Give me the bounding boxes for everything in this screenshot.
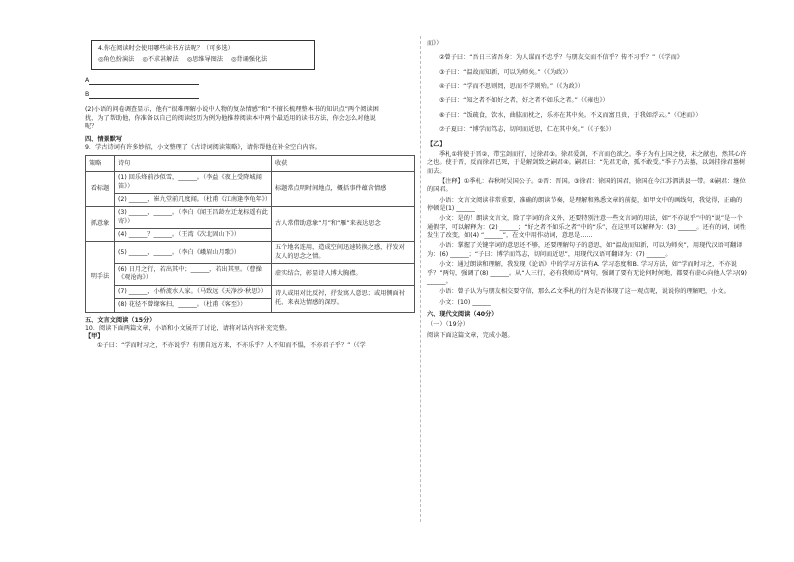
part-1-heading: （一）（19分） xyxy=(427,321,469,329)
table-row xyxy=(86,285,415,298)
table-header-row xyxy=(86,156,415,172)
left-column xyxy=(85,40,415,350)
poem-cell: (8) 花径不曾缘客扫，______。（杜甫《客至》） xyxy=(115,299,272,312)
dialogue-4: 小文：通过朗读和理解，我发现《论语》中的学习方法有A. 学习态度和B. 学习方法，如“学而时习之，不亦说乎？”两句，强调了(8) ______。从“人三行，必有我师焉”两句，强调了要有无论何时何地，都要有虚心向他人学习(9) ______。 xyxy=(427,261,747,285)
reading-instruction: 阅读下面这篇文章，完成小题。 xyxy=(427,331,514,339)
passage-yi-text: 季札①将使于晋②，带宝剑而行，过徐君③。徐君爱剑，不言而色欲之。季子为有上国之使，未之献也，然其心许之也。使于晋，反而徐君已死，于是解剑致之嗣君④。嗣君曰：“先君无命，孤不敢受。”季子乃去墓，以剑挂徐君墓树而去。 xyxy=(427,150,747,175)
question-10-text: 10．阅读下面两篇文章，小语和小文展开了讨论，请将对话内容补充完整。 xyxy=(85,324,291,332)
dialogue-6: 小文：(10) ______ xyxy=(439,298,491,306)
option-3: ◎思维导图法 xyxy=(186,56,224,64)
category-imagery: 抓意象 xyxy=(86,207,115,242)
question-2-line-1: (2)小语的问卷调查显示，他有“很难理解小说中人物的复杂情感”和“不擅长梳理整本书的知识点”两个阅读困 xyxy=(85,106,379,114)
answer-a-line xyxy=(85,77,415,85)
category-title: 看标题 xyxy=(86,172,115,207)
passage-jia-label: 【甲】 xyxy=(85,333,104,341)
passage-yi-notes: 【注释】①季札：春秋时吴国公子。②晋：晋国。③徐君：徐国的国君，徐国在今江苏泗洪县一带。④嗣君：继位的国君。 xyxy=(427,177,746,194)
question-9-text: 9．学古诗词有许多妙招，小文整理了《古诗词阅读策略》，请你帮他在补全空白内容。 xyxy=(85,143,321,151)
dialogue-1: 小语：文言文阅读非常重要，准确的朗读节奏，是理解和熟悉文章的前提，如甲文中的画线句，我觉得，正确的停顿是(1) ______ xyxy=(427,196,743,213)
option-1: ◎角色扮演法 xyxy=(98,56,135,64)
table-row xyxy=(86,264,415,286)
answer-b-line xyxy=(85,91,415,99)
poem-cell: (3) ______，______。（李白《闻王昌龄左迁龙标遥有此寄》） xyxy=(115,207,272,229)
question-2-line-3: 呢？ xyxy=(85,123,98,131)
poem-cell: (7) ______，小桥流水人家。（马致远《天净沙·秋思》） xyxy=(115,285,272,298)
poetry-strategy-table xyxy=(85,155,415,312)
gain-cell: 五个地名连用，造成空间迅速转换之感，抒发对友人的思念之情。 xyxy=(272,242,415,264)
passage-jia-item-4: ④子曰：“学而不思则罔，思而不学则殆。”（《为政》） xyxy=(439,83,584,91)
header-gain: 收获 xyxy=(272,156,415,172)
table-row xyxy=(86,242,415,264)
passage-jia-item-7: ⑦子夏曰：“博学而笃志，切问而近思，仁在其中矣。”（《子张》） xyxy=(439,126,615,134)
category-technique: 明手法 xyxy=(86,242,115,312)
question-4-text: 4.你在阅读时会使用哪些读书方法呢？（可多选） xyxy=(98,45,234,52)
passage-jia-item-1: ①子曰：“学而时习之，不亦说乎？有朋自远方来，不亦乐乎？人不知而不愠，不亦君子乎？”（《学 xyxy=(97,341,366,349)
poem-cell: (4) ______？______。（王湾《次北固山下》） xyxy=(115,229,272,242)
question-2-block xyxy=(85,106,415,131)
gain-cell: 标题常点明时间地点，概括事件蕴含情感 xyxy=(272,172,415,207)
header-strategy: 策略 xyxy=(86,156,115,172)
section-5-heading: 五、文言文阅读（15分） xyxy=(85,316,156,324)
dialogue-2: 小文：是的！朗读文言文，除了字词的含义外，还要特别注意一些文言词的用法，如“不亦说乎”中的“说”是一个通假字，可以解释为：(2) ______；“好之者不如乐之者”中的“乐”，在这里可以解释为：(3) ______。还有的词，词性发生了改变，如(4) “______”，在文中用作动词，意思是…… xyxy=(427,215,746,240)
answer-b-label: B xyxy=(85,91,90,99)
dialogue-3: 小语：掌握了关键字词的意思还不够，还要理解句子的意思，如“温故而知新，可以为师矣”，用现代汉语可翻译为：(6) ______；“子曰：博学而笃志，切问而近思”，用现代汉语可翻译为：(7) ______。 xyxy=(427,242,743,258)
option-2: ◎不求甚解法 xyxy=(142,56,179,64)
gain-cell: 虚实结合，彰显诗人博大胸襟。 xyxy=(272,264,415,286)
poem-cell: (2) ______，崔九堂前几度闻。（杜甫《江南逢李龟年》） xyxy=(115,193,272,206)
table-row xyxy=(86,172,415,194)
section-6-heading: 六、现代文阅读（40分） xyxy=(427,310,498,318)
right-column xyxy=(427,40,747,342)
dialogue-5: 小语：曾子认为与朋友相交要守信，那么乙文季札的行为是否体现了这一观点呢，说说你的理解吧，小文。 xyxy=(439,288,730,296)
passage-jia-item-6: ⑥子曰：“饭疏食，饮水，曲肱而枕之，乐亦在其中矣。不义而富且贵，于我如浮云。”（《述而》） xyxy=(439,111,702,119)
poem-cell: (1) 回乐烽前沙似雪，______。（李益《夜上受降城闻笛》） xyxy=(115,172,272,194)
passage-jia-item-5: ⑤子曰：“知之者不如好之者，好之者不如乐之者。”（《雍也》） xyxy=(439,97,609,105)
passage-yi-label: 【乙】 xyxy=(427,140,446,148)
question-4-box xyxy=(91,40,315,70)
passage-jia-continuation: 而》） xyxy=(427,40,443,47)
gain-cell: 古人常借助意象“月”和“雁”来表达思念 xyxy=(272,207,415,242)
poem-cell: (5) ______，______。（李白《峨眉山月歌》） xyxy=(115,242,272,264)
option-4: ◎背诵强化法 xyxy=(231,56,268,64)
gain-cell: 诗人或用对比反衬，抒发寓人意思；或用侧面衬托，来表达情感的深厚。 xyxy=(272,285,415,312)
answer-b-blank xyxy=(89,91,199,99)
question-4-options xyxy=(98,56,308,64)
column-divider xyxy=(420,36,421,522)
answer-a-blank xyxy=(89,77,199,85)
poem-cell: (6) 日月之行，若出其中；______，若出其里。（曹操《观沧海》） xyxy=(115,264,272,286)
answer-a-label: A xyxy=(85,76,90,84)
header-poem: 诗句 xyxy=(115,156,272,172)
section-4-heading: 四、情景默写 xyxy=(85,135,123,143)
question-2-line-2: 扰，为了帮助他，你准备以自己的阅读经历为例为他推荐阅读本中两个最适用的读书方法，你会怎么对他说 xyxy=(85,114,376,122)
passage-jia-item-2: ②曾子曰：“吾日三省吾身：为人谋而不忠乎？与朋友交而不信乎？传不习乎？”（《学而》 xyxy=(439,54,683,62)
passage-jia-item-3: ③子曰：“温故而知新，可以为师矣。”（《为政》） xyxy=(439,68,572,76)
table-row xyxy=(86,207,415,229)
